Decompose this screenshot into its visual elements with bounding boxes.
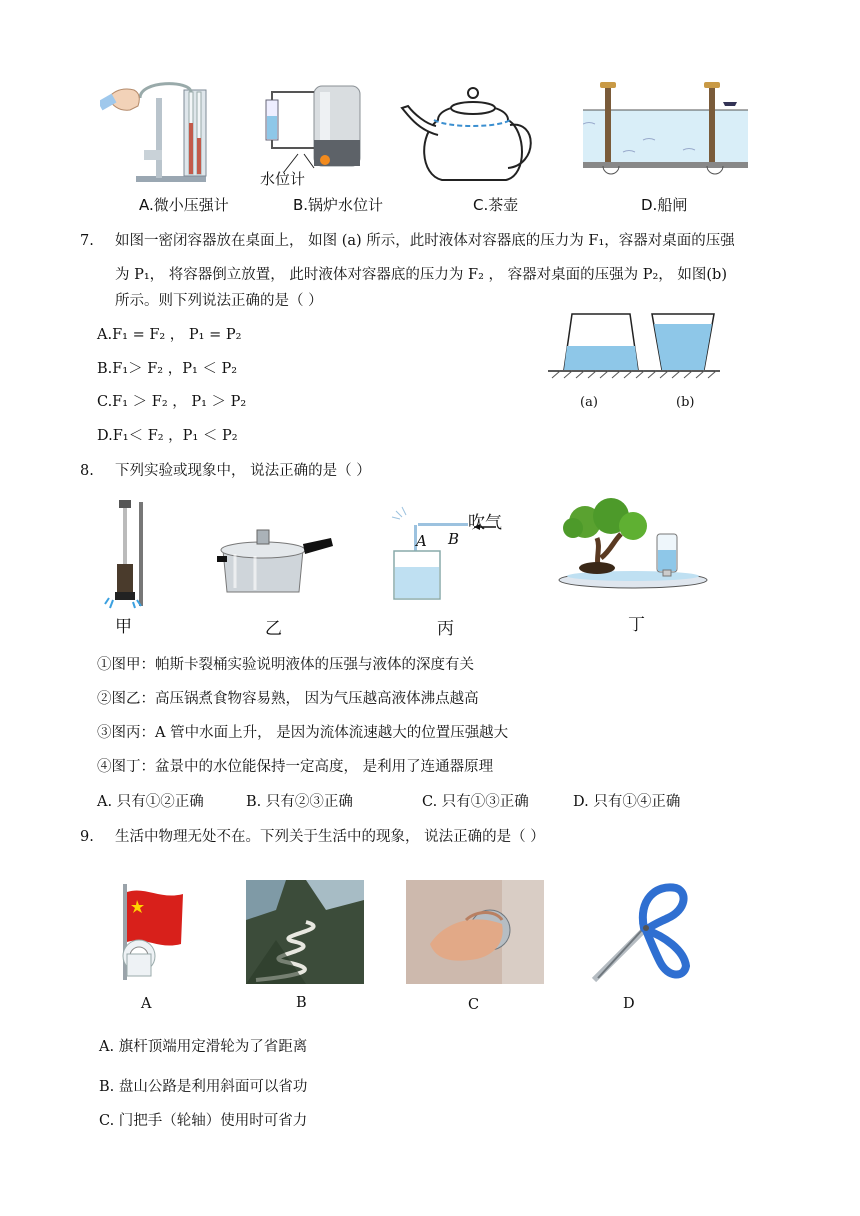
tube-label-a: A	[416, 532, 427, 550]
q7-option-a[interactable]: A.F₁ = F₂ ， P₁ = P₂	[97, 327, 242, 343]
ship-lock-figure	[583, 80, 748, 180]
q8-option-a[interactable]: A. 只有①②正确	[97, 794, 204, 810]
door-knob-figure	[406, 880, 544, 984]
fig-label-a: (a)	[580, 395, 598, 410]
q8-option-c[interactable]: C. 只有①③正确	[422, 794, 529, 810]
q8-statement-3: ③图丙：A 管中水面上升， 是因为流体流速越大的位置压强越大	[97, 725, 509, 741]
q9-number: 9.	[80, 829, 94, 845]
q8-stem: 下列实验或现象中， 说法正确的是（ ）	[115, 463, 371, 479]
flagpole-figure	[115, 882, 187, 982]
mountain-road-figure	[246, 880, 364, 984]
blow-label: 吹气	[468, 513, 502, 533]
fig-label-bing: 丙	[437, 619, 454, 639]
q9-fig-label-d: D	[623, 996, 635, 1012]
q7-option-c[interactable]: C.F₁ ＞ F₂ ， P₁ ＞ P₂	[97, 394, 247, 410]
q7-stem-line1: 如图一密闭容器放在桌面上， 如图 (a) 所示，此时液体对容器底的压力为 F₁，容器对桌面的压强	[115, 233, 735, 249]
q8-statement-4: ④图丁：盆景中的水位能保持一定高度， 是利用了连通器原理	[97, 759, 494, 775]
pascal-barrel-figure	[103, 498, 153, 610]
q8-statement-2: ②图乙：高压锅煮食物容易熟， 因为气压越高液体沸点越高	[97, 691, 479, 707]
q8-option-d[interactable]: D. 只有①④正确	[573, 794, 681, 810]
scissors-figure	[588, 880, 693, 985]
q7-option-d[interactable]: D.F₁＜ F₂ ，P₁ ＜ P₂	[97, 428, 238, 444]
caption-c: C.茶壶	[473, 196, 519, 214]
pressure-cooker-figure	[215, 520, 335, 600]
q9-option-c[interactable]: C. 门把手（轮轴）使用时可省力	[99, 1113, 308, 1129]
q7-stem-line3: 所示。则下列说法正确的是（ ）	[115, 293, 323, 309]
q9-fig-label-a: A	[141, 996, 152, 1012]
q8-statement-1: ①图甲：帕斯卡裂桶实验说明液体的压强与液体的深度有关	[97, 657, 474, 673]
boiler-label: 水位计	[260, 170, 306, 188]
q9-option-b[interactable]: B. 盘山公路是利用斜面可以省功	[99, 1079, 308, 1095]
fig-label-ding: 丁	[628, 615, 645, 635]
q7-option-b[interactable]: B.F₁＞ F₂ ，P₁ ＜ P₂	[97, 361, 238, 377]
teapot-figure	[398, 80, 543, 185]
q9-fig-label-c: C	[468, 997, 480, 1013]
q8-number: 8.	[80, 463, 94, 479]
micro-pressure-gauge-figure	[100, 78, 225, 188]
caption-d: D.船闸	[641, 196, 688, 214]
caption-b: B.锅炉水位计	[293, 196, 384, 214]
fig-label-jia: 甲	[115, 617, 132, 637]
q9-option-a[interactable]: A. 旗杆顶端用定滑轮为了省距离	[99, 1039, 308, 1055]
fig-label-b: (b)	[676, 395, 695, 410]
q7-number: 7.	[80, 233, 94, 249]
q9-stem: 生活中物理无处不在。下列关于生活中的现象， 说法正确的是（ ）	[115, 829, 545, 845]
q9-fig-label-b: B	[296, 995, 307, 1011]
container-figure	[548, 310, 720, 390]
bonsai-figure	[555, 498, 710, 593]
q7-stem-line2: 为 P₁， 将容器倒立放置， 此时液体对容器底的压力为 F₂ ， 容器对桌面的压强为 P₂， 如图(b)	[115, 267, 727, 283]
tube-label-b: B	[448, 530, 460, 548]
fig-label-yi: 乙	[265, 619, 282, 639]
q8-option-b[interactable]: B. 只有②③正确	[246, 794, 353, 810]
caption-a: A.微小压强计	[139, 196, 229, 214]
